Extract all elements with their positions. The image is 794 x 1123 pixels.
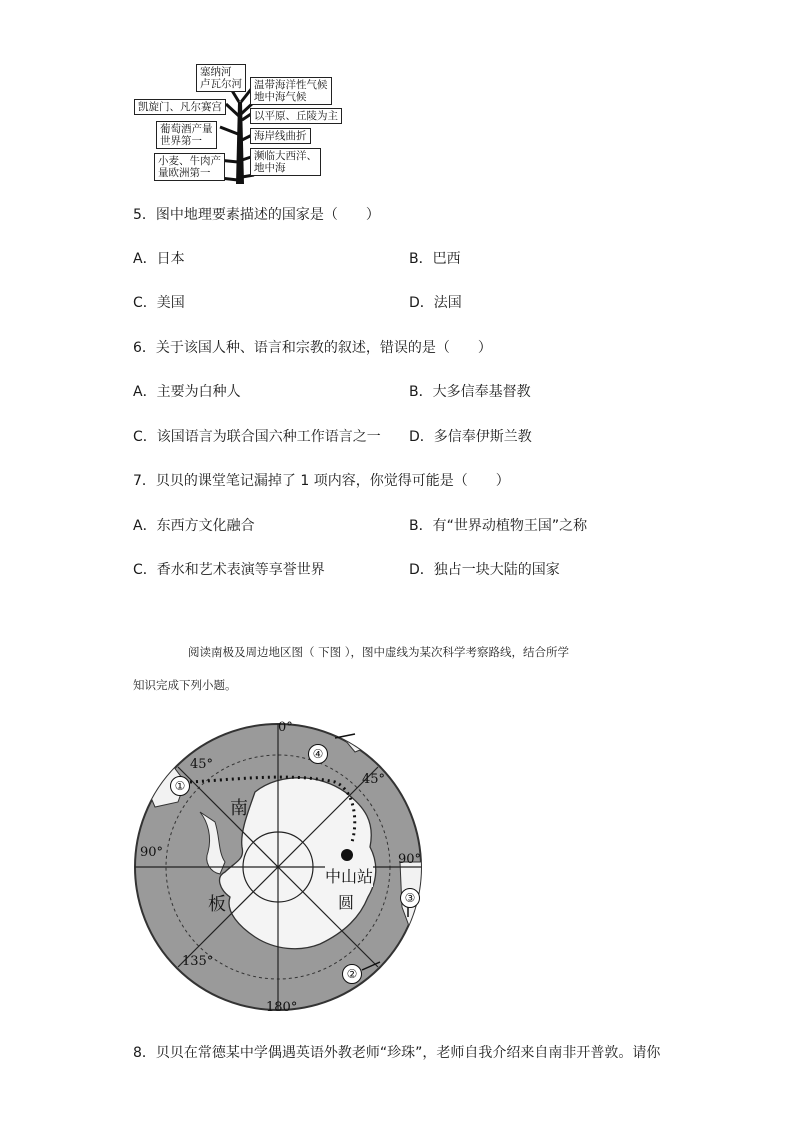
question-7-option-c[interactable]: C．香水和艺术表演等享誉世界 — [133, 562, 325, 578]
label-deg-90-right: 90° — [398, 852, 422, 867]
tree-node-coastline: 海岸线曲折 — [250, 128, 311, 144]
question-6-option-d[interactable]: D．多信奉伊斯兰教 — [409, 429, 532, 445]
tree-node-wheat-beef: 小麦、牛肉产 量欧洲第一 — [154, 153, 225, 181]
question-7-option-d[interactable]: D．独占一块大陆的国家 — [409, 562, 560, 578]
question-5-option-b[interactable]: B．巴西 — [409, 251, 461, 267]
antarctica-map-graphic — [130, 712, 430, 1022]
arrow-4 — [335, 734, 355, 738]
passage-line-2: 知识完成下列小题。 — [133, 678, 237, 692]
tree-node-climate: 温带海洋性气候 地中海气候 — [250, 77, 332, 105]
label-deg-90-left: 90° — [140, 845, 164, 860]
question-8-stem: 8．贝贝在常德某中学偶遇英语外教老师“珍珠”，老师自我介绍来自南非开普敦。请你 — [133, 1045, 661, 1061]
label-deg-0: 0° — [278, 720, 293, 735]
question-7-stem: 7．贝贝的课堂笔记漏掉了 1 项内容，你觉得可能是（ ） — [133, 473, 510, 489]
label-nan: 南 — [230, 798, 248, 819]
label-deg-180: 180° — [266, 1000, 298, 1015]
marker-1: ① — [170, 776, 190, 796]
label-deg-135: 135° — [182, 954, 214, 969]
marker-2: ② — [342, 964, 362, 984]
tree-node-seas: 濒临大西洋、 地中海 — [250, 148, 321, 176]
question-5-option-d[interactable]: D．法国 — [409, 295, 462, 311]
tree-node-landmarks: 凯旋门、凡尔赛宫 — [134, 99, 226, 115]
question-5-stem: 5．图中地理要素描述的国家是（ ） — [133, 207, 380, 223]
question-6-stem: 6．关于该国人种、语言和宗教的叙述，错误的是（ ） — [133, 340, 492, 356]
label-ban: 板 — [208, 894, 226, 915]
question-7-option-b[interactable]: B．有“世界动植物王国”之称 — [409, 518, 588, 534]
antarctica-map — [130, 712, 430, 1022]
france-tree-diagram — [130, 62, 350, 184]
passage-line-1: 阅读南极及周边地区图（ 下图 ），图中虚线为某次科学考察路线，结合所学 — [188, 645, 570, 659]
question-6-option-c[interactable]: C．该国语言为联合国六种工作语言之一 — [133, 429, 381, 445]
tree-node-rivers: 塞纳河 卢瓦尔河 — [196, 64, 246, 92]
zhongshan-station-dot — [341, 849, 353, 861]
question-7-option-a[interactable]: A．东西方文化融合 — [133, 518, 255, 534]
label-zhongshan-station: 中山站 — [325, 864, 373, 887]
question-5-option-a[interactable]: A．日本 — [133, 251, 185, 267]
tree-node-wine: 葡萄酒产量 世界第一 — [156, 121, 217, 149]
question-6-option-b[interactable]: B．大多信奉基督教 — [409, 384, 531, 400]
label-yuan: 圆 — [338, 893, 355, 912]
australia-landmass — [400, 862, 430, 952]
marker-4: ④ — [308, 744, 328, 764]
tree-node-terrain: 以平原、丘陵为主 — [250, 108, 342, 124]
label-deg-45-right: 45° — [362, 772, 386, 787]
label-deg-45-left: 45° — [190, 757, 214, 772]
marker-3: ③ — [400, 888, 420, 908]
question-5-option-c[interactable]: C．美国 — [133, 295, 185, 311]
question-6-option-a[interactable]: A．主要为白种人 — [133, 384, 241, 400]
